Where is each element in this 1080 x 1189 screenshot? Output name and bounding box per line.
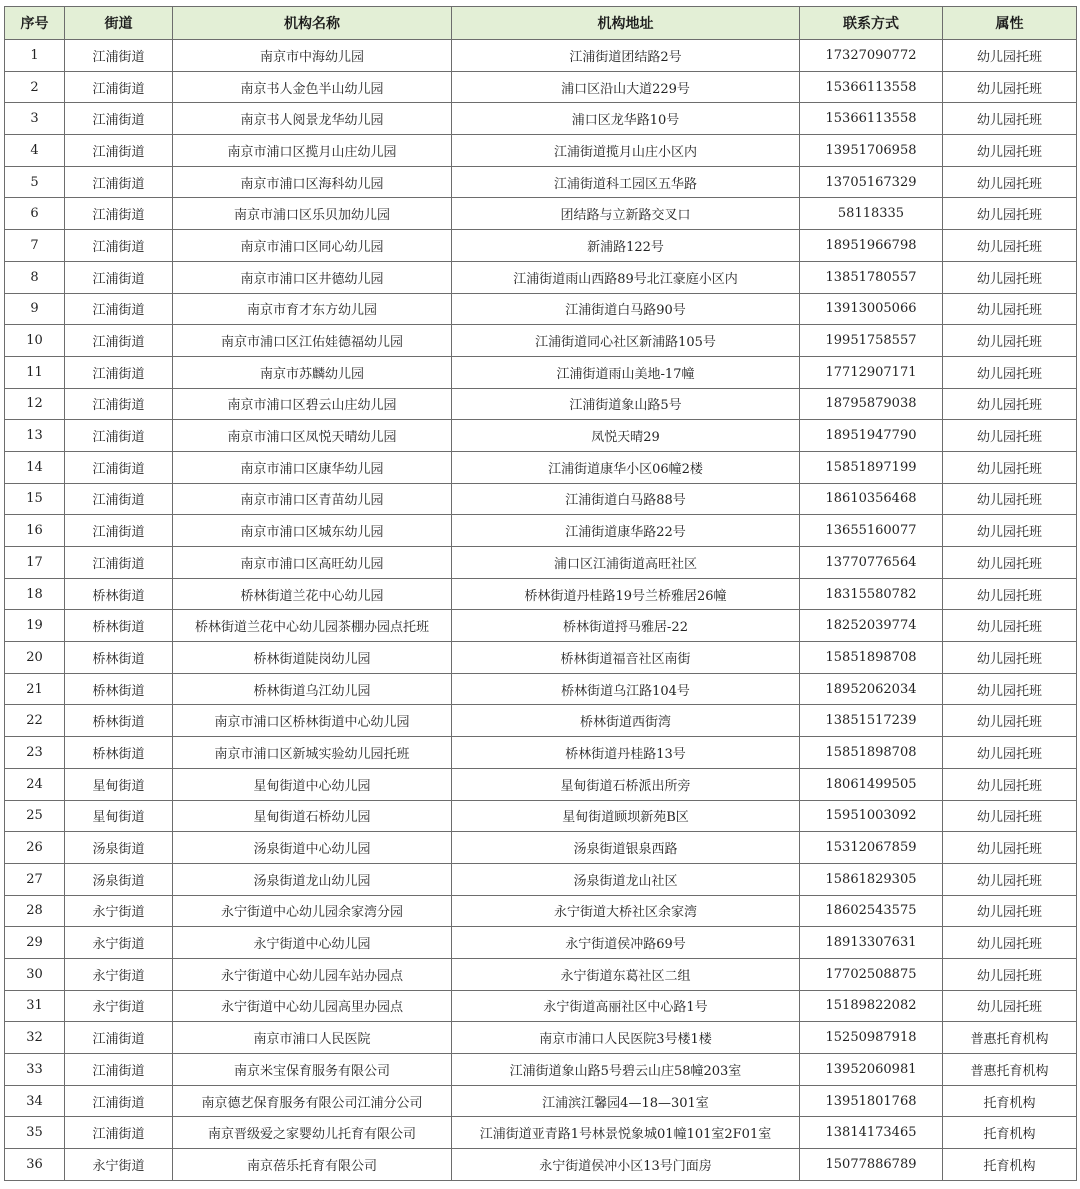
cell-street: 桥林街道: [65, 642, 173, 674]
table-row: [5, 737, 1077, 769]
cell-contact: 18061499505: [800, 768, 943, 800]
cell-index: 29: [5, 927, 65, 959]
cell-street: 江浦街道: [65, 451, 173, 483]
cell-street: 江浦街道: [65, 483, 173, 515]
table-row: [5, 990, 1077, 1022]
table-row: [5, 1117, 1077, 1149]
cell-street: 江浦街道: [65, 1117, 173, 1149]
cell-type: 幼儿园托班: [943, 578, 1077, 610]
table-row: [5, 515, 1077, 547]
cell-address: 浦口区龙华路10号: [452, 103, 800, 135]
cell-contact: 15851897199: [800, 451, 943, 483]
cell-institution-name: 永宁街道中心幼儿园: [173, 927, 452, 959]
cell-type: 幼儿园托班: [943, 895, 1077, 927]
header-institution-name: 机构名称: [173, 7, 452, 40]
cell-street: 江浦街道: [65, 166, 173, 198]
table-row: [5, 1149, 1077, 1181]
cell-street: 江浦街道: [65, 71, 173, 103]
cell-street: 桥林街道: [65, 610, 173, 642]
cell-type: 幼儿园托班: [943, 166, 1077, 198]
cell-index: 24: [5, 768, 65, 800]
cell-index: 18: [5, 578, 65, 610]
table-row: [5, 40, 1077, 72]
cell-contact: 15851898708: [800, 642, 943, 674]
cell-contact: 17712907171: [800, 356, 943, 388]
cell-address: 浦口区沿山大道229号: [452, 71, 800, 103]
cell-institution-name: 南京书人阅景龙华幼儿园: [173, 103, 452, 135]
cell-address: 桥林街道福音社区南街: [452, 642, 800, 674]
cell-index: 30: [5, 958, 65, 990]
cell-contact: 15366113558: [800, 71, 943, 103]
cell-institution-name: 南京市浦口区揽月山庄幼儿园: [173, 135, 452, 167]
cell-street: 江浦街道: [65, 261, 173, 293]
cell-index: 16: [5, 515, 65, 547]
cell-contact: 18952062034: [800, 673, 943, 705]
cell-institution-name: 南京市浦口区高旺幼儿园: [173, 547, 452, 579]
cell-contact: 13952060981: [800, 1054, 943, 1086]
cell-index: 10: [5, 325, 65, 357]
cell-type: 幼儿园托班: [943, 990, 1077, 1022]
cell-institution-name: 南京市苏麟幼儿园: [173, 356, 452, 388]
cell-street: 江浦街道: [65, 515, 173, 547]
cell-type: 幼儿园托班: [943, 71, 1077, 103]
cell-index: 21: [5, 673, 65, 705]
cell-index: 25: [5, 800, 65, 832]
cell-address: 新浦路122号: [452, 230, 800, 262]
table-row: [5, 103, 1077, 135]
cell-index: 3: [5, 103, 65, 135]
table-row: [5, 863, 1077, 895]
cell-address: 江浦滨江馨园4—18—301室: [452, 1085, 800, 1117]
cell-street: 永宁街道: [65, 990, 173, 1022]
cell-address: 江浦街道象山路5号碧云山庄58幢203室: [452, 1054, 800, 1086]
cell-index: 32: [5, 1022, 65, 1054]
cell-street: 星甸街道: [65, 800, 173, 832]
cell-type: 幼儿园托班: [943, 325, 1077, 357]
cell-index: 12: [5, 388, 65, 420]
cell-institution-name: 南京市浦口区江佑娃德福幼儿园: [173, 325, 452, 357]
table-row: [5, 832, 1077, 864]
header-address: 机构地址: [452, 7, 800, 40]
header-row: [5, 7, 1077, 40]
cell-address: 江浦街道雨山西路89号北江豪庭小区内: [452, 261, 800, 293]
cell-index: 20: [5, 642, 65, 674]
cell-contact: 15077886789: [800, 1149, 943, 1181]
cell-address: 江浦街道白马路88号: [452, 483, 800, 515]
table-row: [5, 1022, 1077, 1054]
cell-type: 幼儿园托班: [943, 958, 1077, 990]
cell-street: 江浦街道: [65, 1085, 173, 1117]
cell-contact: 17327090772: [800, 40, 943, 72]
table-row: [5, 483, 1077, 515]
table-row: [5, 1054, 1077, 1086]
cell-index: 36: [5, 1149, 65, 1181]
cell-street: 江浦街道: [65, 198, 173, 230]
cell-institution-name: 南京市育才东方幼儿园: [173, 293, 452, 325]
cell-index: 22: [5, 705, 65, 737]
cell-contact: 15189822082: [800, 990, 943, 1022]
cell-type: 幼儿园托班: [943, 261, 1077, 293]
table-header: [5, 7, 1077, 40]
cell-type: 托育机构: [943, 1149, 1077, 1181]
header-index: 序号: [5, 7, 65, 40]
cell-address: 桥林街道西街湾: [452, 705, 800, 737]
cell-institution-name: 南京蓓乐托育有限公司: [173, 1149, 452, 1181]
cell-address: 桥林街道丹桂路13号: [452, 737, 800, 769]
cell-address: 凤悦天晴29: [452, 420, 800, 452]
header-contact: 联系方式: [800, 7, 943, 40]
cell-street: 桥林街道: [65, 578, 173, 610]
cell-contact: 18315580782: [800, 578, 943, 610]
cell-institution-name: 星甸街道中心幼儿园: [173, 768, 452, 800]
cell-type: 托育机构: [943, 1117, 1077, 1149]
cell-index: 4: [5, 135, 65, 167]
cell-address: 桥林街道丹桂路19号兰桥雅居26幢: [452, 578, 800, 610]
table-row: [5, 71, 1077, 103]
cell-index: 17: [5, 547, 65, 579]
cell-institution-name: 南京市浦口人民医院: [173, 1022, 452, 1054]
cell-index: 6: [5, 198, 65, 230]
cell-contact: 13851780557: [800, 261, 943, 293]
cell-institution-name: 永宁街道中心幼儿园余家湾分园: [173, 895, 452, 927]
table-container: [4, 6, 1077, 1181]
cell-type: 普惠托育机构: [943, 1022, 1077, 1054]
cell-index: 23: [5, 737, 65, 769]
cell-institution-name: 桥林街道兰花中心幼儿园茶棚办园点托班: [173, 610, 452, 642]
cell-type: 幼儿园托班: [943, 673, 1077, 705]
cell-index: 14: [5, 451, 65, 483]
cell-contact: 13851517239: [800, 705, 943, 737]
table-row: [5, 166, 1077, 198]
cell-type: 幼儿园托班: [943, 768, 1077, 800]
cell-address: 汤泉街道龙山社区: [452, 863, 800, 895]
cell-type: 幼儿园托班: [943, 863, 1077, 895]
cell-institution-name: 南京德艺保育服务有限公司江浦分公司: [173, 1085, 452, 1117]
cell-institution-name: 南京晋级爱之家婴幼儿托育有限公司: [173, 1117, 452, 1149]
cell-address: 江浦街道亚青路1号林景悦象城01幢101室2F01室: [452, 1117, 800, 1149]
cell-contact: 13913005066: [800, 293, 943, 325]
cell-street: 永宁街道: [65, 895, 173, 927]
cell-address: 永宁街道高丽社区中心路1号: [452, 990, 800, 1022]
cell-address: 南京市浦口人民医院3号楼1楼: [452, 1022, 800, 1054]
table-row: [5, 800, 1077, 832]
cell-address: 桥林街道乌江路104号: [452, 673, 800, 705]
cell-institution-name: 南京市浦口区井德幼儿园: [173, 261, 452, 293]
cell-contact: 18951947790: [800, 420, 943, 452]
cell-contact: 13770776564: [800, 547, 943, 579]
cell-contact: 15366113558: [800, 103, 943, 135]
table-row: [5, 325, 1077, 357]
cell-street: 汤泉街道: [65, 863, 173, 895]
cell-type: 幼儿园托班: [943, 293, 1077, 325]
cell-index: 19: [5, 610, 65, 642]
table-row: [5, 261, 1077, 293]
cell-address: 江浦街道团结路2号: [452, 40, 800, 72]
cell-index: 5: [5, 166, 65, 198]
table-row: [5, 927, 1077, 959]
cell-contact: 18252039774: [800, 610, 943, 642]
cell-street: 江浦街道: [65, 230, 173, 262]
table-row: [5, 135, 1077, 167]
header-street: 街道: [65, 7, 173, 40]
cell-index: 8: [5, 261, 65, 293]
cell-type: 幼儿园托班: [943, 420, 1077, 452]
cell-address: 江浦街道揽月山庄小区内: [452, 135, 800, 167]
cell-type: 托育机构: [943, 1085, 1077, 1117]
cell-address: 江浦街道康华小区06幢2楼: [452, 451, 800, 483]
cell-type: 幼儿园托班: [943, 388, 1077, 420]
table-row: [5, 230, 1077, 262]
table-body: [5, 40, 1077, 1181]
cell-index: 15: [5, 483, 65, 515]
table-row: [5, 895, 1077, 927]
table-row: [5, 547, 1077, 579]
cell-address: 江浦街道象山路5号: [452, 388, 800, 420]
cell-contact: 18602543575: [800, 895, 943, 927]
cell-street: 永宁街道: [65, 927, 173, 959]
cell-street: 江浦街道: [65, 388, 173, 420]
cell-institution-name: 南京市浦口区碧云山庄幼儿园: [173, 388, 452, 420]
cell-index: 1: [5, 40, 65, 72]
cell-address: 汤泉街道银泉西路: [452, 832, 800, 864]
cell-address: 江浦街道科工园区五华路: [452, 166, 800, 198]
childcare-institutions-table: [4, 6, 1077, 1181]
cell-institution-name: 汤泉街道龙山幼儿园: [173, 863, 452, 895]
cell-type: 幼儿园托班: [943, 642, 1077, 674]
cell-address: 永宁街道侯冲路69号: [452, 927, 800, 959]
cell-type: 幼儿园托班: [943, 515, 1077, 547]
cell-type: 幼儿园托班: [943, 705, 1077, 737]
cell-street: 江浦街道: [65, 356, 173, 388]
cell-institution-name: 南京市浦口区凤悦天晴幼儿园: [173, 420, 452, 452]
cell-type: 幼儿园托班: [943, 927, 1077, 959]
cell-type: 幼儿园托班: [943, 610, 1077, 642]
table-row: [5, 610, 1077, 642]
cell-street: 江浦街道: [65, 40, 173, 72]
cell-index: 13: [5, 420, 65, 452]
cell-index: 9: [5, 293, 65, 325]
cell-type: 幼儿园托班: [943, 547, 1077, 579]
cell-type: 普惠托育机构: [943, 1054, 1077, 1086]
cell-address: 江浦街道白马路90号: [452, 293, 800, 325]
cell-type: 幼儿园托班: [943, 483, 1077, 515]
cell-contact: 19951758557: [800, 325, 943, 357]
cell-institution-name: 南京书人金色半山幼儿园: [173, 71, 452, 103]
cell-institution-name: 南京市浦口区同心幼儿园: [173, 230, 452, 262]
cell-index: 31: [5, 990, 65, 1022]
cell-index: 35: [5, 1117, 65, 1149]
cell-institution-name: 南京市浦口区青苗幼儿园: [173, 483, 452, 515]
cell-address: 江浦街道同心社区新浦路105号: [452, 325, 800, 357]
cell-index: 26: [5, 832, 65, 864]
cell-type: 幼儿园托班: [943, 103, 1077, 135]
cell-contact: 15250987918: [800, 1022, 943, 1054]
cell-institution-name: 南京市浦口区海科幼儿园: [173, 166, 452, 198]
cell-address: 星甸街道石桥派出所旁: [452, 768, 800, 800]
cell-street: 江浦街道: [65, 420, 173, 452]
cell-contact: 13655160077: [800, 515, 943, 547]
cell-address: 江浦街道雨山美地-17幢: [452, 356, 800, 388]
cell-contact: 18913307631: [800, 927, 943, 959]
cell-contact: 13705167329: [800, 166, 943, 198]
cell-contact: 13951801768: [800, 1085, 943, 1117]
cell-type: 幼儿园托班: [943, 198, 1077, 230]
table-row: [5, 356, 1077, 388]
cell-type: 幼儿园托班: [943, 356, 1077, 388]
cell-type: 幼儿园托班: [943, 800, 1077, 832]
table-row: [5, 420, 1077, 452]
cell-contact: 13951706958: [800, 135, 943, 167]
cell-contact: 15851898708: [800, 737, 943, 769]
cell-street: 汤泉街道: [65, 832, 173, 864]
header-type: 属性: [943, 7, 1077, 40]
cell-contact: 18795879038: [800, 388, 943, 420]
cell-type: 幼儿园托班: [943, 230, 1077, 262]
cell-street: 江浦街道: [65, 547, 173, 579]
cell-contact: 17702508875: [800, 958, 943, 990]
cell-street: 江浦街道: [65, 293, 173, 325]
table-row: [5, 198, 1077, 230]
table-row: [5, 768, 1077, 800]
cell-institution-name: 南京市中海幼儿园: [173, 40, 452, 72]
table-row: [5, 451, 1077, 483]
cell-address: 浦口区江浦街道高旺社区: [452, 547, 800, 579]
table-row: [5, 958, 1077, 990]
cell-index: 34: [5, 1085, 65, 1117]
cell-institution-name: 桥林街道乌江幼儿园: [173, 673, 452, 705]
cell-street: 桥林街道: [65, 673, 173, 705]
cell-institution-name: 桥林街道兰花中心幼儿园: [173, 578, 452, 610]
cell-type: 幼儿园托班: [943, 40, 1077, 72]
cell-institution-name: 永宁街道中心幼儿园高里办园点: [173, 990, 452, 1022]
cell-contact: 15312067859: [800, 832, 943, 864]
cell-contact: 18610356468: [800, 483, 943, 515]
cell-index: 28: [5, 895, 65, 927]
cell-address: 团结路与立新路交叉口: [452, 198, 800, 230]
cell-address: 永宁街道侯冲小区13号门面房: [452, 1149, 800, 1181]
cell-street: 江浦街道: [65, 1022, 173, 1054]
cell-street: 江浦街道: [65, 325, 173, 357]
cell-street: 桥林街道: [65, 737, 173, 769]
cell-index: 33: [5, 1054, 65, 1086]
cell-index: 11: [5, 356, 65, 388]
cell-street: 江浦街道: [65, 135, 173, 167]
cell-contact: 58118335: [800, 198, 943, 230]
cell-institution-name: 南京米宝保育服务有限公司: [173, 1054, 452, 1086]
cell-contact: 18951966798: [800, 230, 943, 262]
cell-index: 27: [5, 863, 65, 895]
table-row: [5, 1085, 1077, 1117]
table-row: [5, 705, 1077, 737]
table-row: [5, 388, 1077, 420]
cell-type: 幼儿园托班: [943, 135, 1077, 167]
cell-street: 星甸街道: [65, 768, 173, 800]
cell-address: 永宁街道大桥社区余家湾: [452, 895, 800, 927]
cell-street: 江浦街道: [65, 1054, 173, 1086]
cell-type: 幼儿园托班: [943, 832, 1077, 864]
cell-institution-name: 南京市浦口区桥林街道中心幼儿园: [173, 705, 452, 737]
cell-contact: 13814173465: [800, 1117, 943, 1149]
cell-institution-name: 永宁街道中心幼儿园车站办园点: [173, 958, 452, 990]
cell-address: 星甸街道顾坝新苑B区: [452, 800, 800, 832]
cell-street: 永宁街道: [65, 1149, 173, 1181]
cell-institution-name: 南京市浦口区新城实验幼儿园托班: [173, 737, 452, 769]
cell-institution-name: 南京市浦口区康华幼儿园: [173, 451, 452, 483]
cell-institution-name: 桥林街道陡岗幼儿园: [173, 642, 452, 674]
table-row: [5, 578, 1077, 610]
table-row: [5, 293, 1077, 325]
cell-street: 桥林街道: [65, 705, 173, 737]
cell-address: 桥林街道捋马雅居-22: [452, 610, 800, 642]
cell-institution-name: 南京市浦口区城东幼儿园: [173, 515, 452, 547]
cell-index: 7: [5, 230, 65, 262]
cell-type: 幼儿园托班: [943, 737, 1077, 769]
cell-address: 江浦街道康华路22号: [452, 515, 800, 547]
table-row: [5, 673, 1077, 705]
cell-address: 永宁街道东葛社区二组: [452, 958, 800, 990]
table-row: [5, 642, 1077, 674]
cell-street: 永宁街道: [65, 958, 173, 990]
cell-contact: 15951003092: [800, 800, 943, 832]
cell-index: 2: [5, 71, 65, 103]
cell-institution-name: 南京市浦口区乐贝加幼儿园: [173, 198, 452, 230]
cell-contact: 15861829305: [800, 863, 943, 895]
cell-type: 幼儿园托班: [943, 451, 1077, 483]
cell-institution-name: 汤泉街道中心幼儿园: [173, 832, 452, 864]
cell-institution-name: 星甸街道石桥幼儿园: [173, 800, 452, 832]
cell-street: 江浦街道: [65, 103, 173, 135]
